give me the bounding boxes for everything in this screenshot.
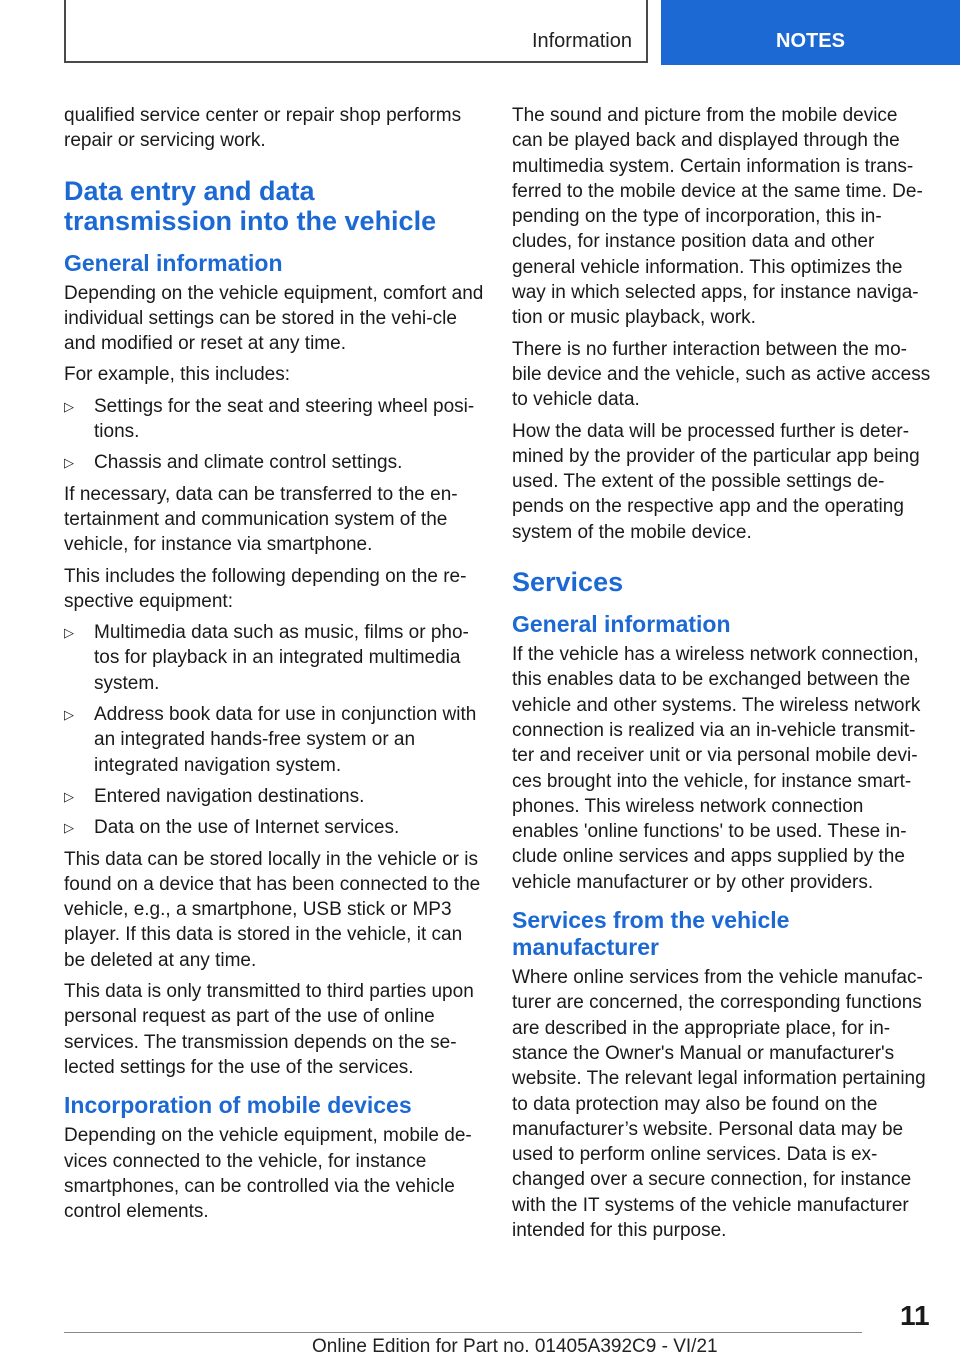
header-frame	[64, 0, 648, 63]
list-item: ▷ Data on the use of Internet services.	[64, 815, 484, 840]
footer-edition: Online Edition for Part no. 01405A392C9 - VI/21	[312, 1336, 718, 1357]
list-item: ▷ Multimedia data such as music, films or pho-tos for playback in an integrated multimedia system.	[64, 622, 469, 694]
heading-general-information: General information	[64, 249, 283, 276]
heading-data-entry: Data entry and data transmission into the vehicle	[64, 175, 437, 236]
paragraph: This includes the following depending on the re-spective equipment:	[64, 565, 467, 612]
left-column	[64, 103, 484, 1230]
paragraph: For example, this includes:	[64, 364, 290, 386]
paragraph: Depending on the vehicle equipment, mobile de-vices connected to the vehicle, for instance smartphones, can be controlled via the vehicle control elements.	[64, 1125, 472, 1223]
triangle-bullet-icon: ▷	[64, 820, 74, 836]
header-tab-notes: NOTES	[661, 0, 960, 65]
triangle-bullet-icon: ▷	[64, 788, 74, 804]
triangle-bullet-icon: ▷	[64, 707, 74, 723]
list-item: ▷ Settings for the seat and steering wheel posi-tions.	[64, 395, 475, 443]
page-number: 11	[900, 1300, 930, 1331]
triangle-bullet-icon: ▷	[64, 398, 74, 414]
triangle-bullet-icon: ▷	[64, 625, 74, 641]
paragraph: Where online services from the vehicle manufac-turer are concerned, the corresponding functions are described in the appropriate place, for in-stance the Owner's Manual or manufacturer's website. The relevant legal information pertaining to data protection may also be found on the manufacturer’s website. Personal data may be used to perform online services. Data is ex-changed over a secure connection, for instance with the IT systems of the vehicle manufacturer intended for this purpose.	[512, 967, 926, 1241]
paragraph: How the data will be processed further is deter-mined by the provider of the particular app being used. The extent of the possible settings de-pends on the respective app and the operating system of the mobile device.	[512, 420, 920, 543]
paragraph: If necessary, data can be transferred to the en-tertainment and communication system of the vehicle, for instance via smartphone.	[64, 483, 458, 556]
heading-incorporation-mobile-devices: Incorporation of mobile devices	[64, 1092, 412, 1119]
list-item: ▷ Address book data for use in conjunction with an integrated hands-free system or an integrated navigation system.	[64, 704, 477, 776]
header-section-title: Information	[531, 30, 632, 52]
paragraph-intro: qualified service center or repair shop performs repair or servicing work.	[64, 105, 462, 152]
paragraph: The sound and picture from the mobile device can be played back and displayed through the multimedia system. Certain information is trans-ferred to the mobile device at the same time. De-pending on the type of incorporation, this in-cludes, for instance position data and other general vehicle information. This optimizes the way in which selected apps, for instance naviga-tion or music playback, work.	[512, 105, 923, 329]
bullet-list	[64, 620, 484, 840]
right-column	[512, 103, 932, 1249]
footer-divider	[64, 1332, 862, 1333]
heading-services: Services	[512, 567, 624, 598]
triangle-bullet-icon: ▷	[64, 455, 74, 471]
paragraph: If the vehicle has a wireless network connection, this enables data to be exchanged between the vehicle and other systems. The wireless network connection is realized via an in-vehicle transmit-ter and receiver unit or via personal mobile devi-ces brought into the vehicle, for instance smart-phones. This wireless network connection enables 'online functions' to be used. These in-clude online services and apps supplied by the vehicle manufacturer or by other providers.	[512, 644, 921, 893]
paragraph: This data can be stored locally in the vehicle or is found on a device that has been connected to the vehicle, e.g., a smartphone, USB stick or MP3 player. If this data is stored in the vehicle, it can be deleted at any time.	[64, 848, 481, 971]
paragraph: Depending on the vehicle equipment, comfort and individual settings can be stored in the vehi-cle and modified or reset at any time.	[64, 282, 484, 355]
bullet-list	[64, 394, 484, 476]
paragraph: There is no further interaction between the mo-bile device and the vehicle, such as active access to vehicle data.	[512, 338, 931, 411]
heading-general-information: General information	[512, 611, 731, 638]
list-item: ▷ Entered navigation destinations.	[64, 784, 484, 809]
list-item: ▷ Chassis and climate control settings.	[64, 450, 484, 475]
heading-services-manufacturer: Services from the vehicle manufacturer	[512, 907, 790, 961]
paragraph: This data is only transmitted to third parties upon personal request as part of the use of online services. The transmission depends on the se-lected settings for the use of the services.	[64, 981, 474, 1078]
